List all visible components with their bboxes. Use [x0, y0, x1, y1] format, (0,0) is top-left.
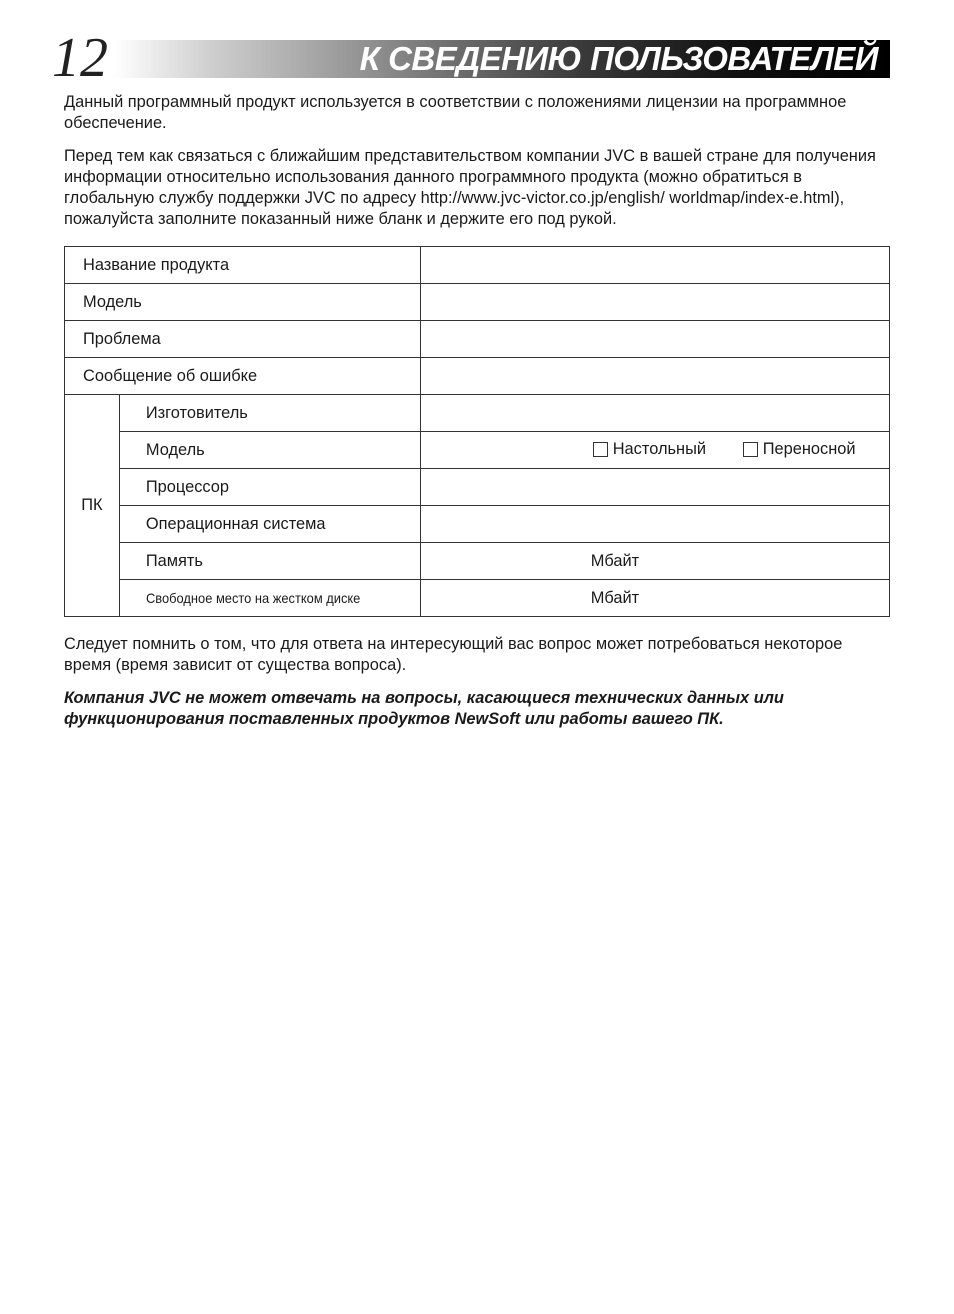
- model-field[interactable]: [420, 284, 889, 321]
- label-disk-space: [119, 580, 420, 617]
- table-row: [65, 432, 890, 469]
- error-message-field[interactable]: [420, 358, 889, 395]
- product-name-field[interactable]: [420, 247, 889, 284]
- table-row: [65, 580, 890, 617]
- portable-checkbox[interactable]: [743, 442, 758, 457]
- processor-field[interactable]: [420, 469, 889, 506]
- portable-label: Переносной: [762, 440, 856, 458]
- table-row: [65, 543, 890, 580]
- label-processor: Процессор: [119, 469, 420, 506]
- page-number: 12: [52, 27, 108, 89]
- desktop-label: Настольный: [612, 440, 707, 458]
- note-paragraph-disclaimer: Компания JVC не может отвечать на вопросы, касающиеся технических данных или функционирования поставленных продуктов NewSoft или работы вашего ПК.: [64, 689, 784, 728]
- label-pc-model: Модель: [119, 432, 420, 469]
- label-manufacturer: Изготовитель: [119, 395, 420, 432]
- note-paragraph-response-time: Следует помнить о том, что для ответа на интересующий вас вопрос может потребоваться некоторое время (время зависит от существа вопроса).: [64, 635, 843, 674]
- disk-unit: Мбайт: [590, 589, 640, 607]
- pc-group-label: ПК: [65, 395, 120, 617]
- title-bar: [114, 40, 890, 78]
- label-problem: Проблема: [65, 321, 421, 358]
- label-error-message: Сообщение об ошибке: [65, 358, 421, 395]
- pc-model-field[interactable]: [420, 432, 889, 469]
- portable-option[interactable]: [743, 440, 856, 459]
- label-os: Операционная система: [119, 506, 420, 543]
- table-row: [65, 358, 890, 395]
- support-form-table: [64, 246, 890, 617]
- manufacturer-field[interactable]: [420, 395, 889, 432]
- page-header: [50, 27, 892, 89]
- intro-paragraph-license: Данный программный продукт используется в соответствии с положениями лицензии на программное обеспечение.: [64, 93, 847, 132]
- table-row: [65, 395, 890, 432]
- os-field[interactable]: [420, 506, 889, 543]
- label-model: Модель: [65, 284, 421, 321]
- problem-field[interactable]: [420, 321, 889, 358]
- page-title: К СВЕДЕНИЮ ПОЛЬЗОВАТЕЛЕЙ: [359, 40, 878, 77]
- table-row: [65, 247, 890, 284]
- table-row: [65, 469, 890, 506]
- intro-paragraph-contact: Перед тем как связаться с ближайшим представительством компании JVC в вашей стране для получения информации относительно использования данного программного продукта (можно обратиться в глобальную службу поддержки JVC по адресу http://www.jvc-victor.co.jp/english/ worldmap/index-e.html), пожалуйста заполните показанный ниже бланк и держите его под рукой.: [64, 147, 876, 228]
- label-memory: Память: [119, 543, 420, 580]
- memory-field[interactable]: [420, 543, 889, 580]
- table-row: [65, 506, 890, 543]
- disk-space-field[interactable]: [420, 580, 889, 617]
- disk-space-label-text: Свободное место на жестком диске: [145, 589, 361, 606]
- desktop-option[interactable]: [593, 440, 706, 459]
- desktop-checkbox[interactable]: [593, 442, 608, 457]
- table-row: [65, 321, 890, 358]
- label-product-name: Название продукта: [65, 247, 421, 284]
- table-row: [65, 284, 890, 321]
- memory-unit: Мбайт: [590, 552, 640, 570]
